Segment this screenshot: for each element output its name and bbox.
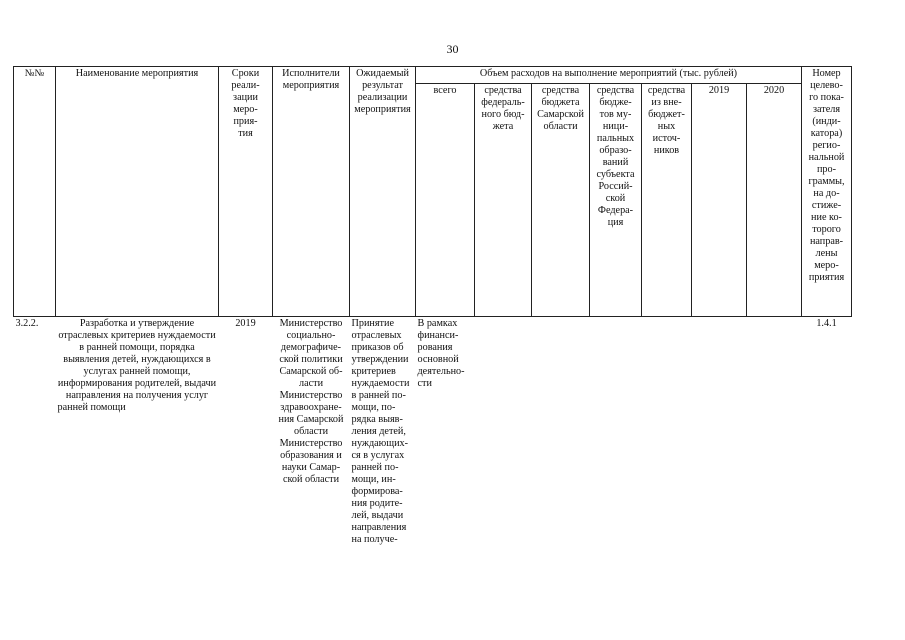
text-line: реали- — [231, 80, 260, 91]
text-line: тов му- — [599, 109, 632, 120]
header-regional — [532, 84, 590, 317]
row-executors — [273, 317, 350, 548]
text-line: средства — [596, 85, 635, 96]
table-row — [14, 317, 852, 548]
text-line: Номер — [812, 68, 841, 79]
text-line: рядка выяв- — [351, 414, 403, 425]
text-line: Россий- — [598, 181, 633, 192]
text-line: рования — [417, 342, 453, 353]
text-line: регио- — [812, 140, 841, 151]
text-line: ся в услугах — [351, 450, 405, 461]
text-line: Федера- — [597, 205, 634, 216]
text-line: зателя — [812, 104, 841, 115]
text-line: Министерство — [279, 318, 343, 329]
header-executors: Исполнители мероприятия — [273, 67, 350, 317]
text-line: источ- — [652, 133, 681, 144]
header-result: Ожидаемый результат реализации мероприятия — [350, 67, 416, 317]
text-line: средства — [484, 85, 522, 96]
header-extra — [642, 84, 692, 317]
text-line: приятия — [808, 272, 845, 283]
row-name: Разработка и утверждение отраслевых критериев нуждаемости в ранней помощи, порядка выявления детей, нуждающихся в услугах ранней помощи, информирования родителей, выдачи направления на получения услуг ранней помощи — [57, 318, 217, 413]
text-line: пальных — [596, 133, 635, 144]
header-2020: 2020 — [747, 84, 802, 317]
text-line: приказов об — [351, 342, 404, 353]
text-line: Самарской об- — [279, 366, 343, 377]
text-line: ской — [605, 193, 626, 204]
header-volume: Объем расходов на выполнение мероприятий (тыс. рублей) — [416, 67, 802, 84]
text-line: жета — [492, 121, 514, 132]
text-line: бюджета — [541, 97, 580, 108]
text-line: здравоохране- — [280, 402, 342, 413]
text-line: торого — [812, 224, 841, 235]
text-line: области — [543, 121, 578, 132]
header-2019: 2019 — [692, 84, 747, 317]
text-line: сти — [417, 378, 432, 389]
text-line: ция — [607, 217, 624, 228]
program-table — [13, 66, 852, 547]
text-line: го пока- — [809, 92, 844, 103]
row-indicator: 1.4.1 — [816, 318, 837, 329]
row-number: 3.2.2. — [15, 318, 39, 329]
text-line: критериев — [351, 366, 396, 377]
text-line: направ- — [809, 236, 844, 247]
header-federal — [475, 84, 532, 317]
text-line: нуждаемости — [351, 378, 410, 389]
text-line: ласти — [298, 378, 324, 389]
text-line: лей, выдачи — [351, 510, 404, 521]
text-line: Сроки — [231, 68, 260, 79]
text-line: Министерство — [279, 390, 343, 401]
text-line: ваний — [602, 157, 629, 168]
text-line: Министерство — [279, 438, 343, 449]
text-line: ской области — [282, 474, 340, 485]
header-municipal — [590, 84, 642, 317]
text-line: субъекта — [596, 169, 635, 180]
text-line: ници- — [602, 121, 629, 132]
text-line: образования и — [280, 450, 342, 461]
text-line: отраслевых — [351, 330, 402, 341]
text-line: целево- — [810, 80, 843, 91]
text-line: деятельно- — [417, 366, 465, 377]
header-total: всего — [416, 84, 475, 317]
text-line: из вне- — [651, 97, 682, 108]
row-total — [416, 317, 475, 548]
text-line: ранней по- — [351, 462, 399, 473]
text-line: федераль- — [481, 97, 525, 108]
text-line: Принятие — [351, 318, 394, 329]
text-line: Самарской — [537, 109, 584, 120]
text-line: тия — [238, 128, 253, 139]
text-line: социально- — [286, 330, 336, 341]
text-line: науки Самар- — [281, 462, 341, 473]
text-line: мощи, ин- — [351, 474, 396, 485]
text-line: ников — [653, 145, 680, 156]
text-line: (инди- — [812, 116, 841, 127]
text-line: основной — [417, 354, 459, 365]
text-line: средства — [647, 85, 686, 96]
text-line: лены — [815, 248, 838, 259]
text-line: на получе- — [351, 534, 398, 545]
text-line: бюджет- — [648, 109, 685, 120]
text-line: в ранней по- — [351, 390, 406, 401]
text-line: финанси- — [417, 330, 459, 341]
text-line: зации — [233, 92, 258, 103]
text-line: В рамках — [417, 318, 458, 329]
text-line: ние ко- — [811, 212, 842, 223]
text-line: ных — [657, 121, 676, 132]
text-line: ния родите- — [351, 498, 403, 509]
header-term — [219, 67, 273, 317]
text-line: нуждающих- — [351, 438, 409, 449]
text-line: прия- — [233, 116, 258, 127]
text-line: катора) — [810, 128, 843, 139]
text-line: образо- — [599, 145, 632, 156]
text-line: ного бюд- — [481, 109, 525, 120]
text-line: области — [293, 426, 329, 437]
text-line: формирова- — [351, 486, 403, 497]
text-line: стиже- — [811, 200, 842, 211]
text-line: на до- — [813, 188, 840, 199]
header-number: №№ — [14, 67, 56, 317]
row-term: 2019 — [235, 318, 256, 329]
text-line: ния Самарской — [278, 414, 344, 425]
text-line: мощи, по- — [351, 402, 396, 413]
text-line: бюдже- — [599, 97, 632, 108]
text-line: демографиче- — [280, 342, 342, 353]
text-line: граммы, — [808, 176, 845, 187]
page-number: 30 — [446, 42, 459, 56]
text-line: утверждении — [351, 354, 409, 365]
text-line: средства — [541, 85, 580, 96]
text-line: ления детей, — [351, 426, 406, 437]
text-line: меро- — [233, 104, 258, 115]
text-line: нальной — [808, 152, 845, 163]
row-result — [350, 317, 416, 548]
text-line: меро- — [814, 260, 839, 271]
header-indicator — [802, 67, 852, 317]
header-name: Наименование мероприятия — [56, 67, 219, 317]
text-line: направления — [351, 522, 407, 533]
text-line: про- — [816, 164, 837, 175]
text-line: ской политики — [279, 354, 343, 365]
